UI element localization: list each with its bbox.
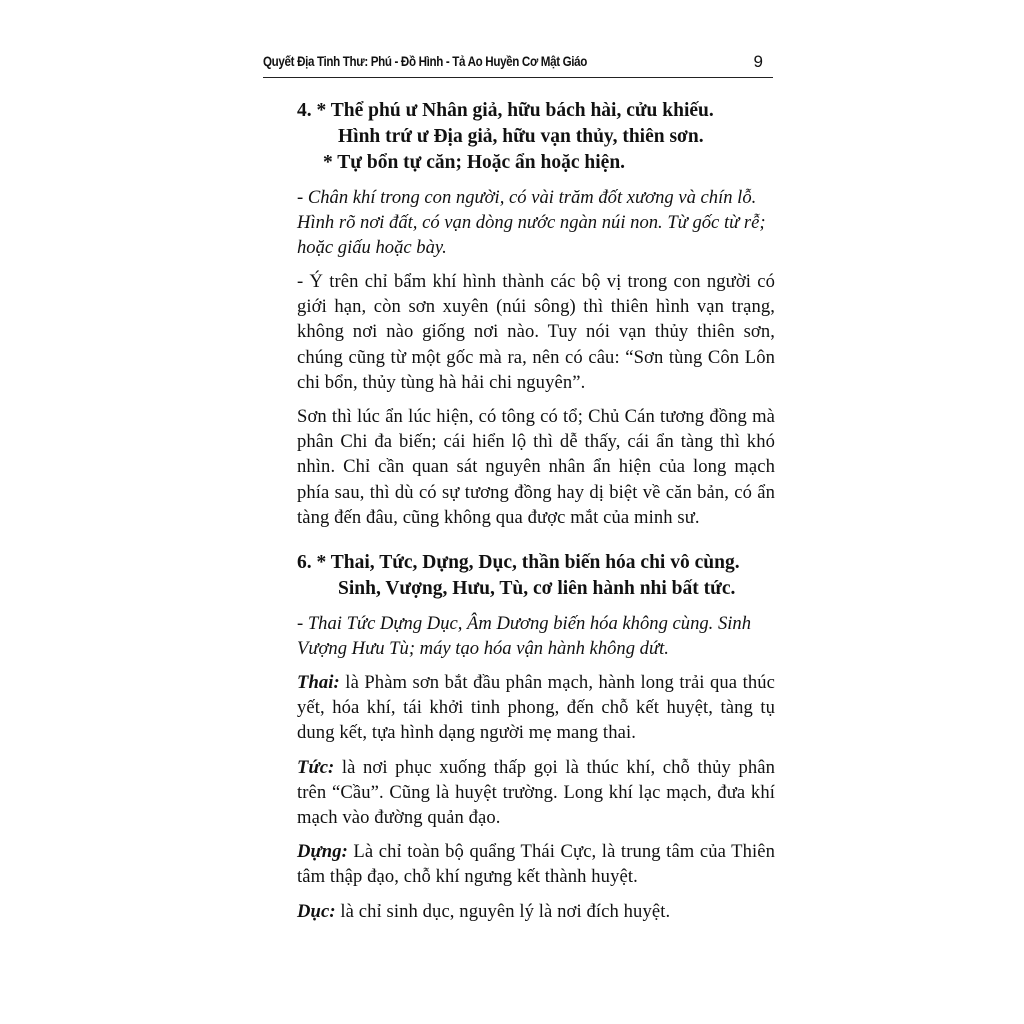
definition-term: Dục: bbox=[297, 900, 336, 922]
definition-duc bbox=[297, 899, 775, 924]
definition-text: là chỉ sinh dục, nguyên lý là nơi đích huyệt. bbox=[335, 900, 671, 922]
definition-tuc bbox=[297, 755, 775, 831]
page-number: 9 bbox=[753, 52, 763, 71]
verse-4-line-3: * Tự bổn tự căn; Hoặc ẩn hoặc hiện. bbox=[323, 152, 626, 173]
commentary-paragraph-2: Sơn thì lúc ẩn lúc hiện, có tông có tổ; Chủ Cán tương đồng mà phân Chi đa biến; cái hiển lộ thì dễ thấy, cái ẩn tàng thì khó nhìn. Chỉ cần quan sát nguyên nhân ẩn hiện của long mạch phía sau, thì dù có sự tương đồng hay dị biệt về căn bản, có ẩn tàng đến đâu, cũng không qua được mắt của minh sư. bbox=[297, 406, 775, 528]
verse-6-translation: - Thai Tức Dựng Dục, Âm Dương biến hóa không cùng. Sinh Vượng Hưu Tù; máy tạo hóa vận hành không dứt. bbox=[297, 613, 752, 660]
definition-text: là Phàm sơn bắt đầu phân mạch, hành long trải qua thúc yết, hóa khí, tái khởi tinh phong, đến chỗ kết huyệt, tàng tụ dung kết, tựa hình dạng người mẹ mang thai. bbox=[297, 672, 775, 744]
definition-thai bbox=[297, 670, 775, 746]
definition-term: Tức: bbox=[297, 756, 335, 778]
verse-4-line-1: 4. * Thể phú ư Nhân giả, hữu bách hài, cửu khiếu. bbox=[297, 100, 714, 121]
header-title: Quyết Địa Tinh Thư: Phú - Đồ Hình - Tả Ao Huyền Cơ Mật Giáo bbox=[263, 54, 588, 69]
header-divider bbox=[263, 77, 773, 78]
verse-4-translation: - Chân khí trong con người, có vài trăm đốt xương và chín lỗ. Hình rõ nơi đất, có vạn dòng nước ngàn núi non. Từ gốc từ rễ; hoặc giấu hoặc bày. bbox=[297, 187, 766, 258]
verse-4-line-2: Hình trứ ư Địa giả, hữu vạn thủy, thiên sơn. bbox=[338, 126, 704, 147]
running-header bbox=[263, 52, 763, 74]
verse-6-line-1: 6. * Thai, Tức, Dựng, Dục, thần biến hóa chi vô cùng. bbox=[297, 552, 740, 574]
verse-6-line-2: Sinh, Vượng, Hưu, Tù, cơ liên hành nhi bất tức. bbox=[338, 578, 736, 600]
definition-text: Là chỉ toàn bộ quẩng Thái Cực, là trung tâm của Thiên tâm thập đạo, chỗ khí ngưng kết thành huyệt. bbox=[297, 841, 775, 888]
verse-4 bbox=[297, 98, 775, 176]
definition-dung bbox=[297, 839, 775, 889]
definition-text: là nơi phục xuống thấp gọi là thúc khí, chỗ thủy phân trên “Cầu”. Cũng là huyệt trường. Long khí lạc mạch, đưa khí mạch vào đường quản đạo. bbox=[297, 756, 775, 829]
definition-term: Thai: bbox=[297, 672, 340, 694]
commentary-paragraph-1: - Ý trên chỉ bẩm khí hình thành các bộ vị trong con người có giới hạn, còn sơn xuyên (núi sông) thì thiên hình vạn trạng, không nơi nào giống nơi nào. Tuy nói vạn thủy thiên sơn, chúng cũng từ một gốc mà ra, nên có câu: “Sơn tùng Côn Lôn chi bổn, thủy tùng hà hải chi nguyên”. bbox=[297, 271, 775, 393]
verse-6 bbox=[297, 550, 775, 602]
definition-term: Dựng: bbox=[297, 841, 348, 863]
page-body bbox=[297, 98, 775, 924]
